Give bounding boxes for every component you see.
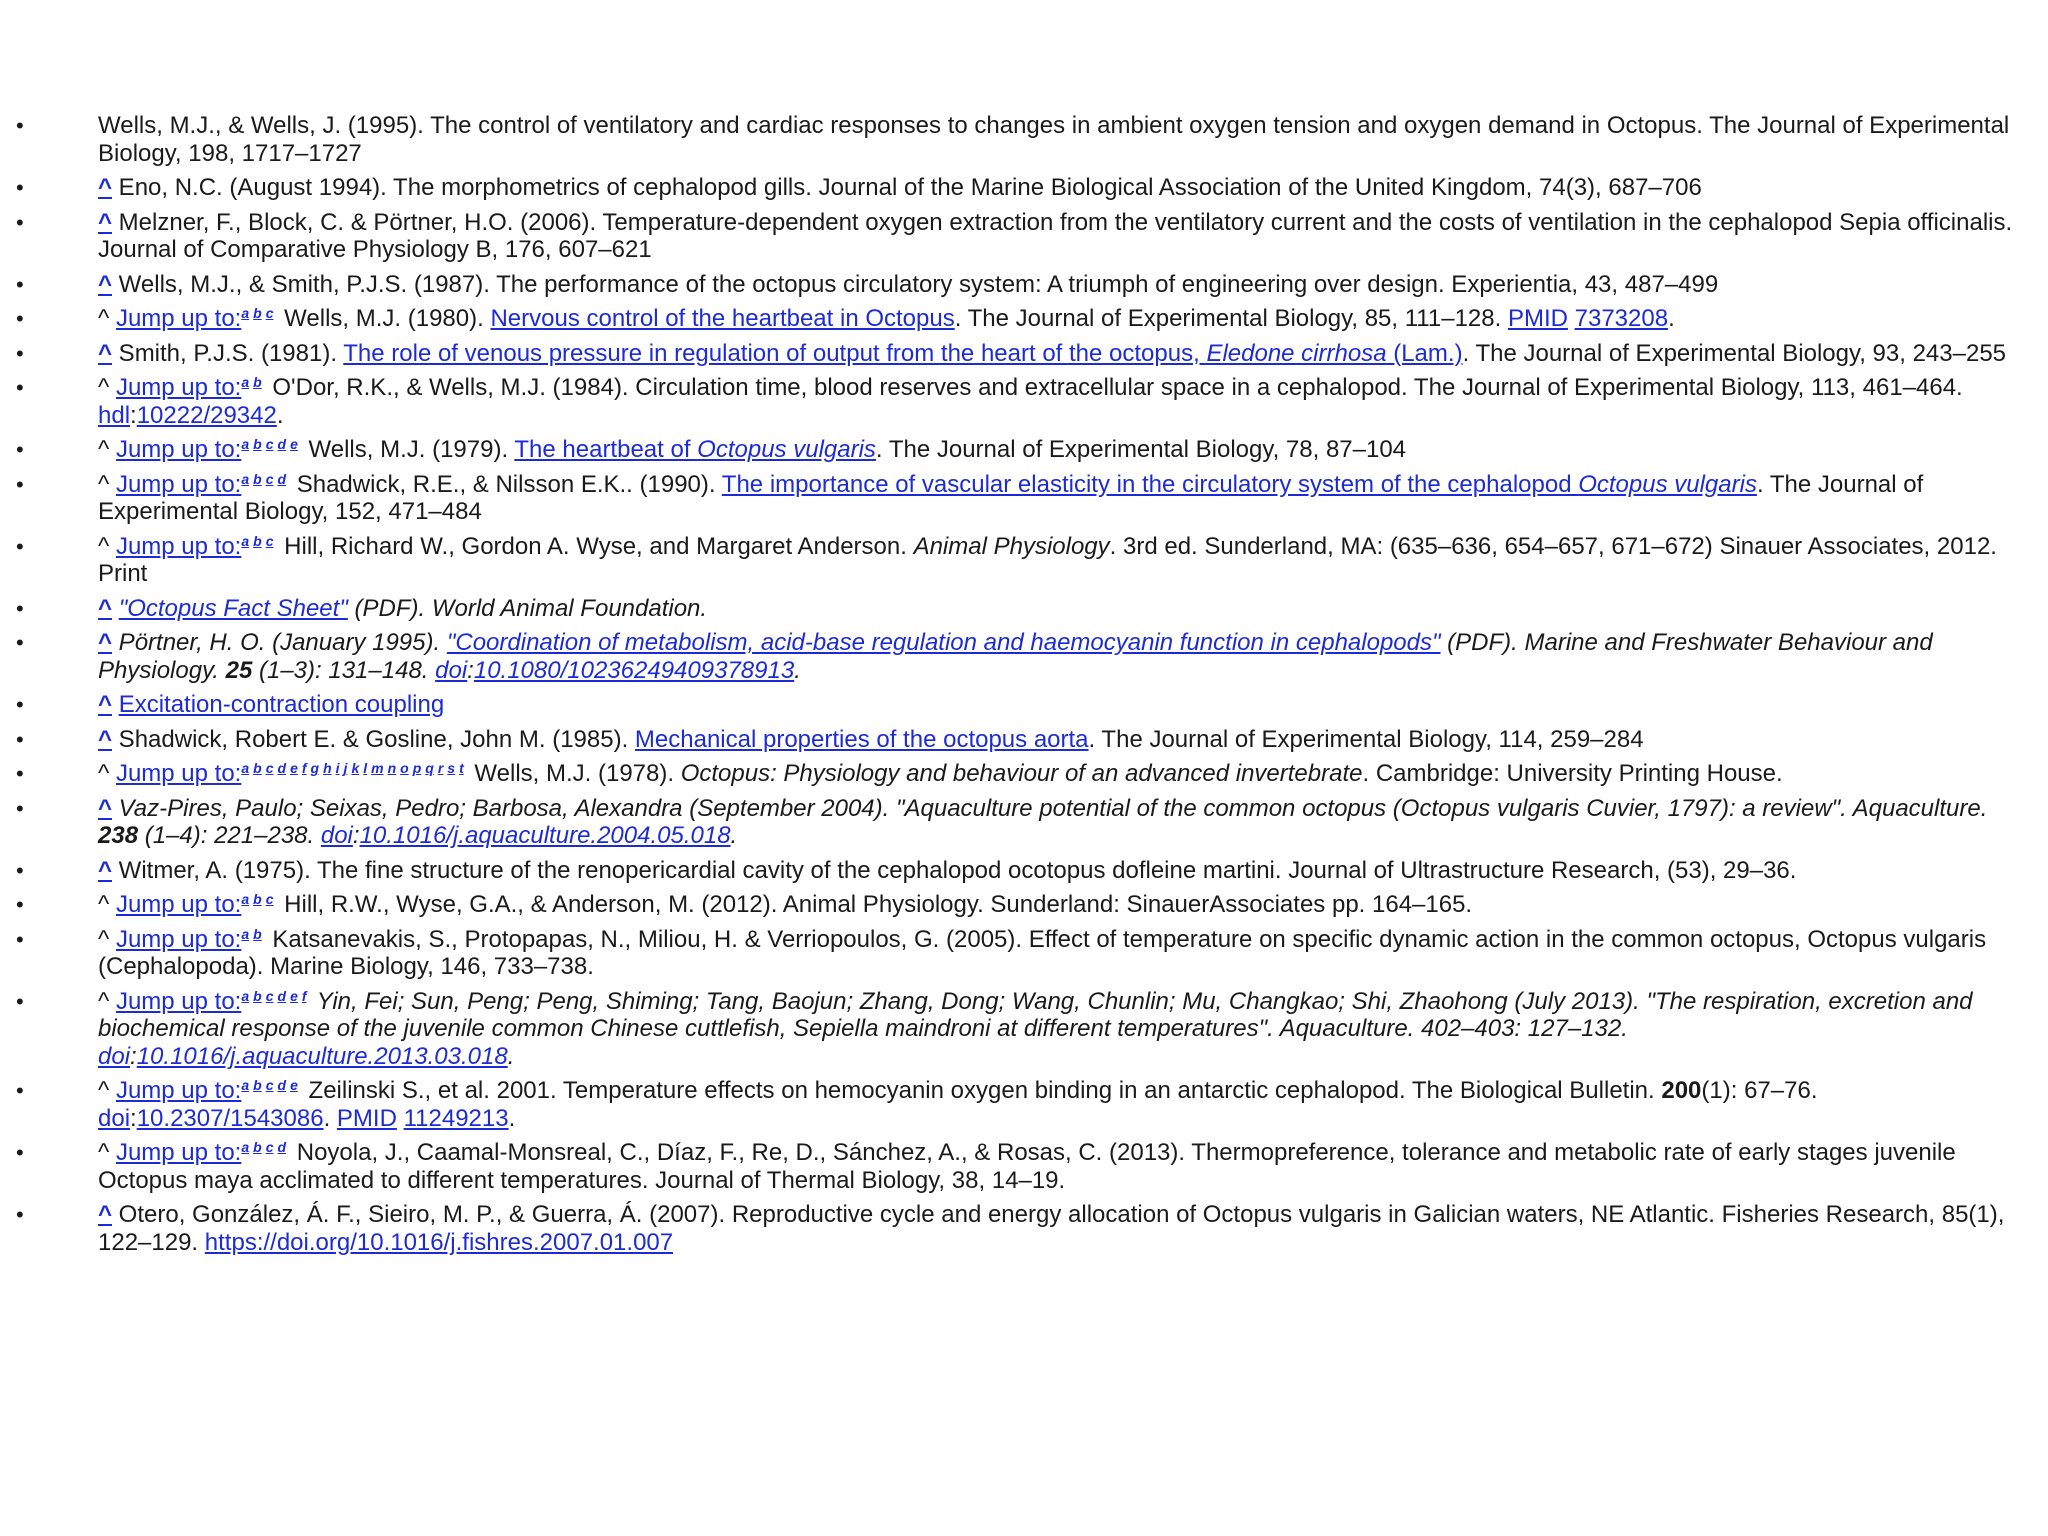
backref-letters xyxy=(241,305,277,321)
citation-link[interactable]: The importance of vascular elasticity in the circulatory system of the cephalopod xyxy=(721,470,1579,498)
citation-text: 25 xyxy=(225,656,253,684)
reference-item xyxy=(0,1201,2040,1256)
citation-link[interactable]: PMID xyxy=(336,1104,397,1132)
citation-link[interactable]: 10222/29342 xyxy=(136,401,277,429)
list-bullet: • xyxy=(16,761,24,786)
citation-link[interactable]: doi xyxy=(98,1042,131,1070)
backref-letters xyxy=(241,1077,302,1093)
jump-up-link[interactable]: Jump up to: xyxy=(115,925,242,953)
citation-text: : xyxy=(130,1104,137,1132)
jump-up-link[interactable]: Jump up to: xyxy=(115,436,242,463)
backref-letters xyxy=(241,926,265,942)
jump-up-link[interactable]: Jump up to: xyxy=(115,470,242,498)
list-bullet: • xyxy=(16,726,24,752)
citation-text: : xyxy=(467,656,474,684)
backref-letter-link[interactable]: b xyxy=(253,891,262,907)
citation-link[interactable]: hdl xyxy=(98,401,131,429)
backref-letters xyxy=(241,760,467,776)
reference-list xyxy=(0,112,2040,1263)
reference-item xyxy=(0,374,2040,429)
citation-text: . The Journal of Experimental Biology, 93, 243–255 xyxy=(1462,339,2007,367)
jump-up-link[interactable]: Jump up to: xyxy=(115,760,242,787)
caret-marker: ^ xyxy=(98,470,110,498)
backref-letter-link[interactable]: d xyxy=(277,1077,287,1093)
list-bullet: • xyxy=(16,209,24,235)
backref-letter-link[interactable]: b xyxy=(253,987,262,1004)
citation-link[interactable]: Nervous control of the heartbeat in Octopus xyxy=(490,305,955,332)
jump-up-link[interactable]: Jump up to: xyxy=(115,532,242,560)
reference-item xyxy=(0,760,2040,788)
backref-letter-link[interactable]: c xyxy=(265,1077,274,1093)
backref-letter-link[interactable]: e xyxy=(290,1077,298,1093)
caret-marker: ^ xyxy=(98,1077,110,1104)
back-link[interactable]: ^ xyxy=(98,1201,113,1228)
reference-item xyxy=(0,305,2040,333)
caret-marker: ^ xyxy=(98,760,110,787)
citation-text: . The Journal of Experimental Biology, 114, 259–284 xyxy=(1088,725,1644,753)
citation-text: . xyxy=(730,822,738,849)
backref-letter-link[interactable]: c xyxy=(265,305,274,321)
list-bullet: • xyxy=(16,340,24,366)
citation-text: Animal Physiology xyxy=(913,532,1110,560)
citation-text: (PDF). Marine and Freshwater Behaviour and Physiology. xyxy=(98,629,1933,684)
backref-letter-link[interactable]: h xyxy=(323,760,332,776)
back-link[interactable]: ^ xyxy=(98,629,113,656)
reference-item xyxy=(0,340,2040,368)
backref-letter-link[interactable]: a xyxy=(241,305,250,321)
backref-letter-link[interactable]: c xyxy=(265,760,274,776)
backref-letter-link[interactable]: m xyxy=(371,760,384,776)
citation-text: (1): 67–76. xyxy=(1701,1077,1818,1104)
citation-text: . xyxy=(323,1104,337,1132)
list-bullet: • xyxy=(16,795,24,821)
back-link[interactable]: ^ xyxy=(98,691,113,718)
backref-letter-link[interactable]: b xyxy=(253,374,262,390)
citation-link[interactable]: The heartbeat of xyxy=(514,436,698,463)
citation-text: Eno, N.C. (August 1994). The morphometrics of cephalopod gills. Journal of the Marine Biological Association of the United Kingdom, 74(3), 687–706 xyxy=(112,174,1702,201)
citation-text: 238 xyxy=(98,822,139,849)
citation-text: O'Dor, R.K., & Wells, M.J. (1984). Circulation time, blood reserves and extracellular space in a cephalopod. The Journal of Experimental Biology, 113, 461–464. xyxy=(265,374,1963,401)
list-bullet: • xyxy=(16,271,24,297)
citation-text xyxy=(1568,305,1575,332)
citation-text: (1–3): 131–148. xyxy=(252,656,436,684)
backref-letter-link[interactable]: c xyxy=(265,532,274,549)
reference-item xyxy=(0,891,2040,919)
jump-up-link[interactable]: Jump up to: xyxy=(115,891,242,918)
citation-text xyxy=(112,691,119,718)
citation-link[interactable]: 10.1016/j.aquaculture.2013.03.018 xyxy=(136,1042,508,1070)
backref-letter-link[interactable]: q xyxy=(425,760,434,776)
reference-item xyxy=(0,1139,2040,1194)
citation-text: . The Journal of Experimental Biology, 85, 111–128. xyxy=(954,305,1508,332)
citation-text: Wells, M.J., & Smith, P.J.S. (1987). The performance of the octopus circulatory system: A triumph of engineering over design. Experientia, 43, 487–499 xyxy=(112,270,1719,298)
jump-up-link[interactable]: Jump up to: xyxy=(115,1139,242,1166)
citation-link[interactable]: doi xyxy=(320,822,353,849)
citation-link[interactable]: Octopus vulgaris xyxy=(697,436,876,463)
citation-text: Shadwick, R.E., & Nilsson E.K.. (1990). xyxy=(290,470,722,498)
reference-item xyxy=(0,595,2040,623)
list-bullet: • xyxy=(16,113,24,138)
caret-marker: ^ xyxy=(98,891,110,918)
citation-link[interactable]: https://doi.org/10.1016/j.fishres.2007.01.007 xyxy=(204,1228,674,1256)
backref-letter-link[interactable]: d xyxy=(277,987,287,1004)
list-bullet: • xyxy=(16,1140,24,1165)
backref-letters xyxy=(241,891,277,907)
citation-text: Melzner, F., Block, C. & Pörtner, H.O. (2006). Temperature-dependent oxygen extraction from the ventilatory current and the costs of ventilation in the cephalopod Sepia officinalis. Journal of Comparative Physiology B, 176, 607–621 xyxy=(98,208,2013,263)
citation-text: Wells, M.J. (1979). xyxy=(301,436,515,463)
citation-text: (1–4): 221–238. xyxy=(138,822,321,849)
list-bullet: • xyxy=(16,988,24,1014)
list-bullet: • xyxy=(16,471,24,497)
backref-letter-link[interactable]: r xyxy=(437,760,444,776)
list-bullet: • xyxy=(16,892,24,917)
backref-letter-link[interactable]: a xyxy=(241,760,250,776)
reference-item xyxy=(0,436,2040,464)
backref-letter-link[interactable]: b xyxy=(253,1139,262,1155)
backref-letter-link[interactable]: a xyxy=(241,436,250,452)
backref-letter-link[interactable]: a xyxy=(241,891,250,907)
backref-letter-link[interactable]: a xyxy=(241,374,250,390)
backref-letter-link[interactable]: e xyxy=(290,436,298,452)
back-link[interactable]: ^ xyxy=(98,594,113,622)
citation-text xyxy=(112,595,119,622)
reference-item xyxy=(0,926,2040,981)
reference-item xyxy=(0,471,2040,526)
citation-text: Witmer, A. (1975). The fine structure of the renopericardial cavity of the cephalopod ocotopus dofleine martini. Journal of Ultrastructure Research, (53), 29–36. xyxy=(112,856,1797,884)
caret-marker: ^ xyxy=(98,532,110,560)
citation-text: Katsanevakis, S., Protopapas, N., Miliou, H. & Verriopoulos, G. (2005). Effect of temperature on specific dynamic action in the common octopus, Octopus vulgaris (Cephalopoda). Marine Biology, 146, 733–738. xyxy=(98,925,1987,980)
backref-letter-link[interactable]: c xyxy=(265,891,274,907)
citation-link[interactable]: doi xyxy=(435,656,468,684)
citation-text: Pörtner, H. O. (January 1995). xyxy=(112,629,447,656)
citation-link[interactable]: "Coordination of metabolism, acid-base regulation and haemocyanin function in cephalopods" xyxy=(446,629,1441,656)
jump-up-link[interactable]: Jump up to: xyxy=(115,305,242,332)
reference-item xyxy=(0,726,2040,754)
citation-text: Hill, R.W., Wyse, G.A., & Anderson, M. (2012). Animal Physiology. Sunderland: SinauerAssociates pp. 164–165. xyxy=(277,891,1473,918)
list-bullet: • xyxy=(16,306,24,331)
caret-marker: ^ xyxy=(98,305,110,332)
citation-text: . The Journal of Experimental Biology, 78, 87–104 xyxy=(875,436,1407,463)
caret-marker: ^ xyxy=(98,987,110,1015)
backref-letter-link[interactable]: b xyxy=(253,760,262,776)
citation-text: Wells, M.J., & Wells, J. (1995). The control of ventilatory and cardiac responses to changes in ambient oxygen tension and oxygen demand in Octopus. The Journal of Experimental Biology, 198, 1717–1727 xyxy=(98,112,2010,167)
reference-item xyxy=(0,1077,2040,1132)
citation-text: (PDF). World Animal Foundation. xyxy=(347,594,708,622)
backref-letter-link[interactable]: b xyxy=(253,532,262,549)
backref-letter-link[interactable]: a xyxy=(241,925,250,942)
backref-letter-link[interactable]: g xyxy=(310,760,320,776)
citation-link[interactable]: "Octopus Fact Sheet" xyxy=(118,594,348,622)
citation-text: : xyxy=(352,822,360,849)
caret-marker: ^ xyxy=(98,374,110,401)
list-bullet: • xyxy=(16,437,24,462)
backref-letter-link[interactable]: t xyxy=(459,760,464,776)
citation-text: Hill, Richard W., Gordon A. Wyse, and Margaret Anderson. xyxy=(277,532,914,560)
back-link[interactable]: ^ xyxy=(98,339,113,367)
backref-letter-link[interactable]: a xyxy=(241,532,250,549)
backref-letters xyxy=(241,471,290,487)
caret-marker: ^ xyxy=(98,925,110,953)
citation-text: Smith, P.J.S. (1981). xyxy=(112,339,344,367)
reference-item xyxy=(0,795,2040,850)
backref-letters xyxy=(241,436,302,452)
citation-text: Yin, Fei; Sun, Peng; Peng, Shiming; Tang, Baojun; Zhang, Dong; Wang, Chunlin; Mu, Changkao; Shi, Zhaohong (July 2013). "The respiration, excretion and biochemical response of the juvenile common Chinese cuttlefish, Sepiella maindroni at different temperatures". Aquaculture. 402–403: 127–132. xyxy=(98,987,1973,1042)
citation-text: . xyxy=(508,1104,516,1132)
reference-item xyxy=(0,271,2040,299)
citation-text: . 3rd ed. Sunderland, MA: (635–636, 654–657, 671–672) Sinauer Associates, 2012. Print xyxy=(98,532,1997,587)
back-link[interactable]: ^ xyxy=(98,174,113,201)
jump-up-link[interactable]: Jump up to: xyxy=(115,374,242,401)
citation-text: . The Journal of Experimental Biology, 152, 471–484 xyxy=(98,470,1924,525)
backref-letter-link[interactable]: b xyxy=(253,1077,262,1093)
backref-letter-link[interactable]: l xyxy=(363,760,368,776)
backref-letter-link[interactable]: a xyxy=(241,470,250,487)
citation-text: . xyxy=(276,401,284,429)
list-bullet: • xyxy=(16,926,24,952)
back-link[interactable]: ^ xyxy=(98,794,113,822)
list-bullet: • xyxy=(16,1078,24,1103)
back-link[interactable]: ^ xyxy=(98,208,113,236)
back-link[interactable]: ^ xyxy=(98,270,113,298)
caret-marker: ^ xyxy=(98,436,110,463)
backref-letters xyxy=(241,988,310,1004)
citation-link[interactable]: doi xyxy=(98,1104,131,1132)
reference-item xyxy=(0,112,2040,167)
backref-letters xyxy=(241,374,265,390)
citation-text xyxy=(397,1105,404,1132)
backref-letter-link[interactable]: b xyxy=(253,470,262,487)
backref-letter-link[interactable]: a xyxy=(241,987,250,1004)
reference-item xyxy=(0,691,2040,719)
citation-link[interactable]: Mechanical properties of the octopus aorta xyxy=(634,725,1089,753)
backref-letter-link[interactable]: j xyxy=(343,760,348,776)
back-link[interactable]: ^ xyxy=(98,725,113,753)
citation-text: Vaz-Pires, Paulo; Seixas, Pedro; Barbosa, Alexandra (September 2004). "Aquaculture potential of the common octopus (Octopus vulgaris Cuvier, 1797): a review". Aquaculture. xyxy=(112,794,1988,822)
reference-item xyxy=(0,174,2040,202)
reference-item xyxy=(0,988,2040,1071)
citation-text: : xyxy=(130,401,137,429)
list-bullet: • xyxy=(16,595,24,621)
backref-letter-link[interactable]: f xyxy=(301,987,307,1004)
backref-letter-link[interactable]: s xyxy=(447,760,456,776)
citation-link[interactable]: 11249213 xyxy=(403,1104,509,1132)
citation-link[interactable]: Excitation-contraction coupling xyxy=(118,691,445,718)
backref-letter-link[interactable]: k xyxy=(351,760,360,776)
backref-letter-link[interactable]: d xyxy=(277,760,287,776)
list-bullet: • xyxy=(16,630,24,655)
citation-link[interactable]: Octopus vulgaris xyxy=(1578,470,1757,498)
caret-marker: ^ xyxy=(98,1139,110,1166)
citation-link[interactable]: The role of venous pressure in regulation of output from the heart of the octopus, xyxy=(343,339,1207,367)
list-bullet: • xyxy=(16,175,24,200)
backref-letter-link[interactable]: c xyxy=(265,470,274,487)
backref-letters xyxy=(241,533,277,549)
citation-link[interactable]: 10.2307/1543086 xyxy=(136,1104,324,1132)
jump-up-link[interactable]: Jump up to: xyxy=(115,987,242,1015)
list-bullet: • xyxy=(16,857,24,883)
backref-letter-link[interactable]: a xyxy=(241,1139,250,1155)
citation-text: Wells, M.J. (1978). xyxy=(467,760,681,787)
citation-text: . Cambridge: University Printing House. xyxy=(1362,760,1783,787)
reference-item xyxy=(0,857,2040,885)
reference-item xyxy=(0,533,2040,588)
backref-letter-link[interactable]: d xyxy=(277,436,287,452)
citation-text: Zeilinski S., et al. 2001. Temperature effects on hemocyanin oxygen binding in an antarctic cephalopod. The Biological Bulletin. xyxy=(301,1077,1662,1104)
backref-letter-link[interactable]: c xyxy=(265,1139,274,1155)
list-bullet: • xyxy=(16,375,24,400)
citation-text: Octopus: Physiology and behaviour of an advanced invertebrate xyxy=(680,760,1363,787)
backref-letter-link[interactable]: e xyxy=(290,760,298,776)
list-bullet: • xyxy=(16,692,24,717)
citation-text: Noyola, J., Caamal-Monsreal, C., Díaz, F., Re, D., Sánchez, A., & Rosas, C. (2013). Thermopreference, tolerance and metabolic rate of early stages juvenile Octopus maya acclimated to different temperatures. Journal of Thermal Biology, 38, 14–19. xyxy=(98,1139,1956,1194)
citation-link[interactable]: 10.1080/10236249409378913 xyxy=(473,656,795,684)
backref-letter-link[interactable]: b xyxy=(253,305,262,321)
reference-item xyxy=(0,209,2040,264)
back-link[interactable]: ^ xyxy=(98,856,113,884)
backref-letter-link[interactable]: p xyxy=(412,760,422,776)
citation-link[interactable]: Eledone cirrhosa xyxy=(1206,339,1387,367)
list-bullet: • xyxy=(16,1202,24,1227)
citation-link[interactable]: (Lam.) xyxy=(1386,339,1463,367)
backref-letter-link[interactable]: d xyxy=(277,470,287,487)
list-bullet: • xyxy=(16,533,24,559)
citation-text: : xyxy=(130,1042,137,1070)
backref-letter-link[interactable]: f xyxy=(301,760,307,776)
backref-letter-link[interactable]: d xyxy=(277,1139,287,1155)
backref-letter-link[interactable]: n xyxy=(387,760,397,776)
citation-text: Wells, M.J. (1980). xyxy=(277,305,491,332)
citation-text: . xyxy=(1668,305,1675,332)
citation-text: 200 xyxy=(1661,1077,1702,1104)
backref-letter-link[interactable]: b xyxy=(253,436,262,452)
citation-link[interactable]: 7373208 xyxy=(1574,305,1669,332)
citation-text: Shadwick, Robert E. & Gosline, John M. (1985). xyxy=(112,725,635,753)
jump-up-link[interactable]: Jump up to: xyxy=(115,1077,242,1104)
citation-text: . xyxy=(794,656,801,684)
backref-letter-link[interactable]: i xyxy=(335,760,340,776)
citation-link[interactable]: PMID xyxy=(1507,305,1568,332)
backref-letter-link[interactable]: c xyxy=(265,987,274,1004)
citation-text: . xyxy=(507,1042,515,1070)
backref-letter-link[interactable]: b xyxy=(253,925,262,942)
backref-letter-link[interactable]: e xyxy=(290,987,298,1004)
backref-letter-link[interactable]: o xyxy=(400,760,409,776)
reference-item xyxy=(0,629,2040,684)
backref-letter-link[interactable]: c xyxy=(265,436,274,452)
backref-letters xyxy=(241,1139,290,1155)
citation-text: Otero, González, Á. F., Sieiro, M. P., & Guerra, Á. (2007). Reproductive cycle and energy allocation of Octopus vulgaris in Galician waters, NE Atlantic. Fisheries Research, 85(1), 122–129. xyxy=(98,1201,2005,1256)
citation-link[interactable]: 10.1016/j.aquaculture.2004.05.018 xyxy=(359,822,731,849)
backref-letter-link[interactable]: a xyxy=(241,1077,250,1093)
